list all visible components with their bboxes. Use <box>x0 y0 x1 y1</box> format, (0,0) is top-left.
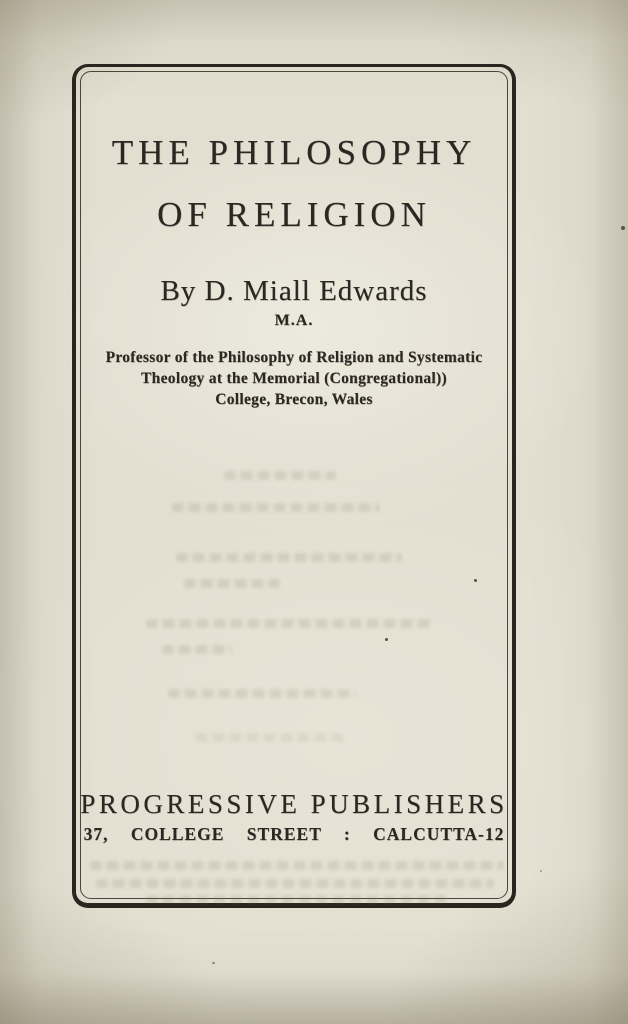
affiliation-line3: College, Brecon, Wales <box>215 391 373 408</box>
paper-speck <box>212 962 215 964</box>
bleedthrough-line <box>96 879 494 888</box>
affiliation-line2: Theology at the Memorial (Congregational)) <box>141 370 447 387</box>
author-affiliation <box>76 347 512 410</box>
affiliation-line1: Professor of the Philosophy of Religion and Systematic <box>105 349 483 366</box>
book-title-line2: OF RELIGION <box>157 195 431 234</box>
author-byline: By D. Miall Edwards <box>160 275 428 307</box>
bleedthrough-line <box>146 619 432 628</box>
bleedthrough-line <box>176 553 402 562</box>
paper-speck <box>540 870 542 872</box>
bleedthrough-line <box>196 733 346 742</box>
paper-speck <box>621 226 625 230</box>
title-page-frame <box>72 64 516 908</box>
bleedthrough-line <box>168 689 356 698</box>
bleedthrough-line <box>184 579 280 588</box>
bleedthrough-line <box>162 645 232 654</box>
paper-speck <box>385 638 388 641</box>
bleedthrough-line <box>224 471 336 480</box>
publisher-address: 37, COLLEGE STREET : CALCUTTA-12 <box>83 824 505 844</box>
book-title-line1: THE PHILOSOPHY <box>111 133 477 172</box>
bleedthrough-line <box>146 895 446 904</box>
publisher-name: PROGRESSIVE PUBLISHERS <box>80 789 508 819</box>
author-credentials: M.A. <box>274 312 314 329</box>
bleedthrough-line <box>90 861 504 870</box>
paper-speck <box>474 579 477 582</box>
bleedthrough-line <box>172 503 380 512</box>
